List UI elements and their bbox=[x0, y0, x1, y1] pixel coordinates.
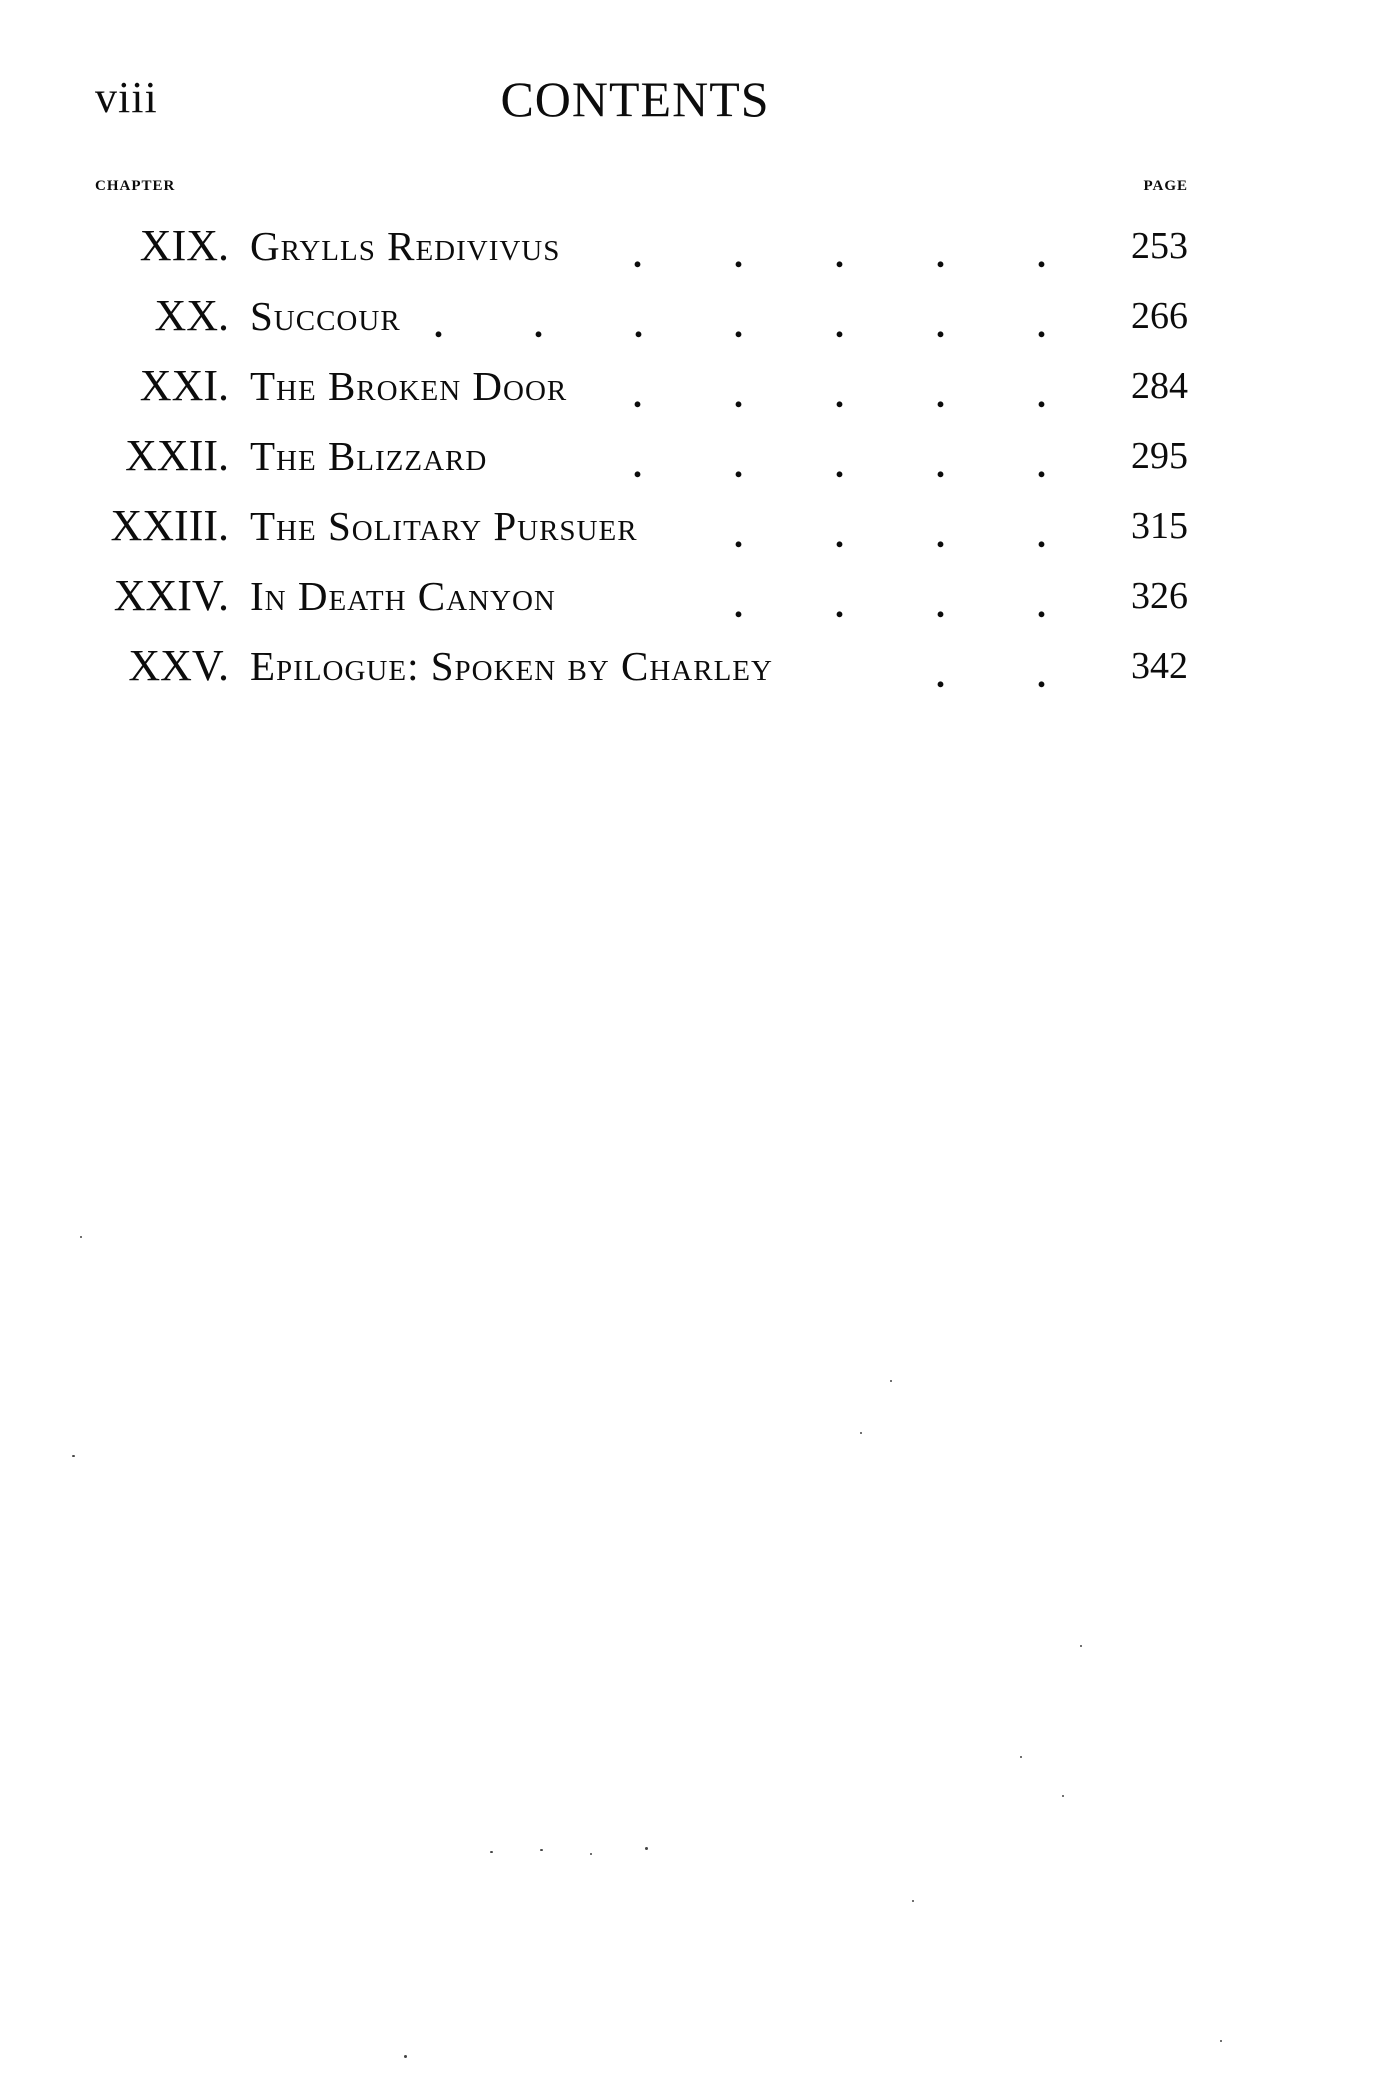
page-title: CONTENTS bbox=[500, 71, 770, 127]
chapter-numeral: XXI. bbox=[139, 361, 229, 410]
toc-entry bbox=[0, 640, 1381, 700]
chapter-title: The Blizzard bbox=[250, 433, 488, 479]
toc-entry bbox=[0, 500, 1381, 560]
leader-dot: . bbox=[936, 305, 945, 345]
leader-dot: . bbox=[835, 375, 844, 415]
scan-speck bbox=[490, 1851, 493, 1853]
leader-dot: . bbox=[1037, 375, 1046, 415]
scan-speck bbox=[540, 1849, 543, 1851]
scan-speck bbox=[1062, 1795, 1064, 1797]
chapter-numeral: XIX. bbox=[139, 221, 229, 270]
scan-speck bbox=[1220, 2040, 1222, 2042]
leader-dot: . bbox=[936, 655, 945, 695]
leader-dot: . bbox=[835, 585, 844, 625]
chapter-numeral: XXIV. bbox=[113, 571, 229, 620]
page-reference: 295 bbox=[1131, 435, 1188, 477]
page-reference: 253 bbox=[1131, 225, 1188, 267]
page-reference: 315 bbox=[1131, 505, 1188, 547]
leader-dot: . bbox=[734, 445, 743, 485]
chapter-numeral: XXV. bbox=[128, 641, 229, 690]
leader-dot: . bbox=[734, 375, 743, 415]
toc-entry bbox=[0, 220, 1381, 280]
leader-dot: . bbox=[634, 305, 643, 345]
scan-speck bbox=[1080, 1645, 1082, 1647]
leader-dot: . bbox=[633, 375, 642, 415]
leader-dot: . bbox=[835, 445, 844, 485]
leader-dot: . bbox=[734, 585, 743, 625]
chapter-title: The Solitary Pursuer bbox=[250, 503, 638, 549]
chapter-title: Succour bbox=[250, 293, 401, 339]
page-reference: 342 bbox=[1131, 645, 1188, 687]
toc-entry bbox=[0, 360, 1381, 420]
leader-dot: . bbox=[835, 305, 844, 345]
leader-dot: . bbox=[936, 375, 945, 415]
leader-dot: . bbox=[534, 305, 543, 345]
chapter-numeral: XX. bbox=[154, 291, 229, 340]
chapter-title: Epilogue: Spoken by Charley bbox=[250, 643, 773, 689]
leader-dot: . bbox=[1037, 585, 1046, 625]
chapter-column-header: chapter bbox=[95, 170, 176, 195]
page-column-header: page bbox=[1143, 170, 1188, 195]
leader-dot: . bbox=[1037, 305, 1046, 345]
scan-speck bbox=[72, 1455, 75, 1457]
leader-dot: . bbox=[936, 445, 945, 485]
leader-dot: . bbox=[936, 515, 945, 555]
scan-speck bbox=[912, 1900, 914, 1902]
leader-dot: . bbox=[835, 235, 844, 275]
scan-speck bbox=[404, 2055, 407, 2058]
scan-speck bbox=[1020, 1756, 1022, 1758]
toc-entry bbox=[0, 570, 1381, 630]
page-reference: 266 bbox=[1131, 295, 1188, 337]
scan-speck bbox=[860, 1432, 862, 1434]
page-reference: 284 bbox=[1131, 365, 1188, 407]
chapter-title: In Death Canyon bbox=[250, 573, 556, 619]
scan-speck bbox=[890, 1380, 892, 1382]
chapter-title: Grylls Redivivus bbox=[250, 223, 561, 269]
chapter-numeral: XXII. bbox=[125, 431, 229, 480]
leader-dot: . bbox=[936, 235, 945, 275]
chapter-title: The Broken Door bbox=[250, 363, 568, 409]
leader-dot: . bbox=[1037, 515, 1046, 555]
chapter-numeral: XXIII. bbox=[110, 501, 229, 550]
leader-dot: . bbox=[1037, 445, 1046, 485]
toc-entry bbox=[0, 290, 1381, 350]
leader-dot: . bbox=[734, 515, 743, 555]
leader-dot: . bbox=[1037, 655, 1046, 695]
leader-dot: . bbox=[633, 235, 642, 275]
leader-dot: . bbox=[835, 515, 844, 555]
scan-speck bbox=[590, 1853, 592, 1855]
scan-speck bbox=[645, 1847, 648, 1850]
leader-dot: . bbox=[936, 585, 945, 625]
leader-dot: . bbox=[1037, 235, 1046, 275]
leader-dot: . bbox=[734, 305, 743, 345]
leader-dot: . bbox=[633, 445, 642, 485]
leader-dot: . bbox=[434, 305, 443, 345]
page-reference: 326 bbox=[1131, 575, 1188, 617]
toc-entry bbox=[0, 430, 1381, 490]
scan-speck bbox=[80, 1236, 82, 1238]
page-number: viii bbox=[95, 73, 158, 122]
leader-dot: . bbox=[734, 235, 743, 275]
